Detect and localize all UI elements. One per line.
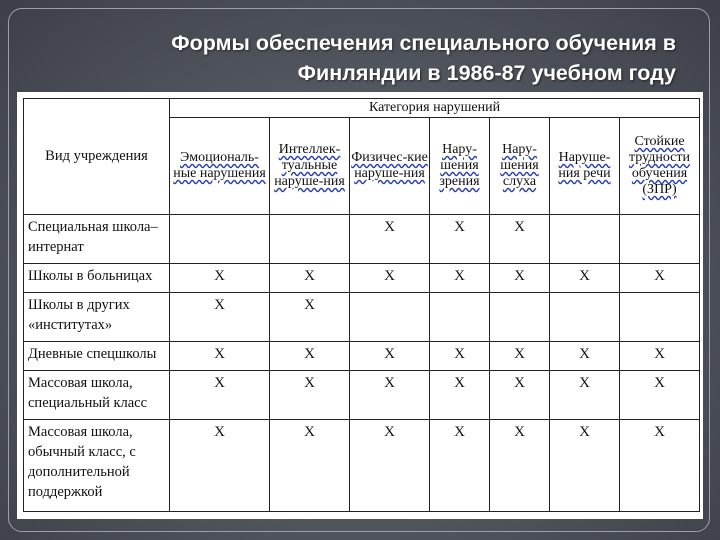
mark-cell: X xyxy=(490,215,550,264)
header-institution-type: Вид учреждения xyxy=(24,99,170,215)
mark-cell xyxy=(550,215,620,264)
mark-cell: X xyxy=(350,215,430,264)
mark-cell xyxy=(620,292,700,341)
mark-cell: X xyxy=(490,264,550,293)
mark-cell: X xyxy=(550,370,620,419)
table-row xyxy=(24,341,700,370)
mark-cell xyxy=(350,292,430,341)
mark-cell: X xyxy=(550,264,620,293)
mark-cell: X xyxy=(270,264,350,293)
mark-cell: X xyxy=(430,341,490,370)
mark-cell: X xyxy=(620,264,700,293)
mark-cell: X xyxy=(350,370,430,419)
slide-title xyxy=(20,28,676,88)
mark-cell xyxy=(620,215,700,264)
table-row xyxy=(24,292,700,341)
mark-cell: X xyxy=(550,419,620,511)
column-header xyxy=(550,118,620,215)
disorders-table xyxy=(23,98,700,512)
column-header xyxy=(170,118,270,215)
row-label: Массовая школа, обычный класс, с дополнительной поддержкой xyxy=(24,419,170,511)
column-header xyxy=(350,118,430,215)
mark-cell: X xyxy=(550,341,620,370)
column-header xyxy=(620,118,700,215)
row-label: Дневные спецшколы xyxy=(24,341,170,370)
row-label: Массовая школа, специальный класс xyxy=(24,370,170,419)
mark-cell: X xyxy=(350,341,430,370)
row-label: Школы в других «институтах» xyxy=(24,292,170,341)
row-label: Школы в больницах xyxy=(24,264,170,293)
mark-cell: X xyxy=(170,370,270,419)
mark-cell: X xyxy=(620,341,700,370)
table-row xyxy=(24,215,700,264)
mark-cell: X xyxy=(350,419,430,511)
mark-cell: X xyxy=(170,292,270,341)
mark-cell: X xyxy=(430,215,490,264)
mark-cell: X xyxy=(270,292,350,341)
table-row xyxy=(24,419,700,511)
mark-cell: X xyxy=(490,341,550,370)
mark-cell xyxy=(550,292,620,341)
table-image xyxy=(17,92,703,519)
title-line-2: Финляндии в 1986-87 учебном году xyxy=(297,61,676,85)
column-header-label: Физичес-кие наруше-ния xyxy=(351,150,428,181)
column-header-label: Интеллек-туальные наруше-ния xyxy=(274,142,345,189)
column-header-label: Эмоциональ-ные нарушения xyxy=(173,150,266,181)
mark-cell: X xyxy=(430,370,490,419)
column-header xyxy=(270,118,350,215)
mark-cell: X xyxy=(430,419,490,511)
mark-cell: X xyxy=(270,370,350,419)
mark-cell: X xyxy=(620,419,700,511)
column-header xyxy=(490,118,550,215)
table-row xyxy=(24,370,700,419)
column-header-label: Наруше-ния речи xyxy=(558,150,611,181)
mark-cell: X xyxy=(170,419,270,511)
column-header xyxy=(430,118,490,215)
mark-cell: X xyxy=(170,264,270,293)
mark-cell: X xyxy=(270,419,350,511)
column-header-label: Стойкие трудности обучения (ЗПР) xyxy=(629,134,691,197)
mark-cell: X xyxy=(350,264,430,293)
mark-cell xyxy=(430,292,490,341)
mark-cell xyxy=(170,215,270,264)
mark-cell: X xyxy=(430,264,490,293)
header-category: Категория нарушений xyxy=(170,99,700,118)
mark-cell xyxy=(270,215,350,264)
column-header-label: Нару-шения слуха xyxy=(500,142,539,189)
column-header-label: Нару-шения зрения xyxy=(439,142,480,189)
mark-cell: X xyxy=(620,370,700,419)
mark-cell: X xyxy=(490,419,550,511)
mark-cell: X xyxy=(170,341,270,370)
mark-cell: X xyxy=(490,370,550,419)
title-line-1: Формы обеспечения специального обучения в xyxy=(171,31,676,55)
mark-cell: X xyxy=(270,341,350,370)
mark-cell xyxy=(490,292,550,341)
table-row xyxy=(24,264,700,293)
row-label: Специальная школа–интернат xyxy=(24,215,170,264)
